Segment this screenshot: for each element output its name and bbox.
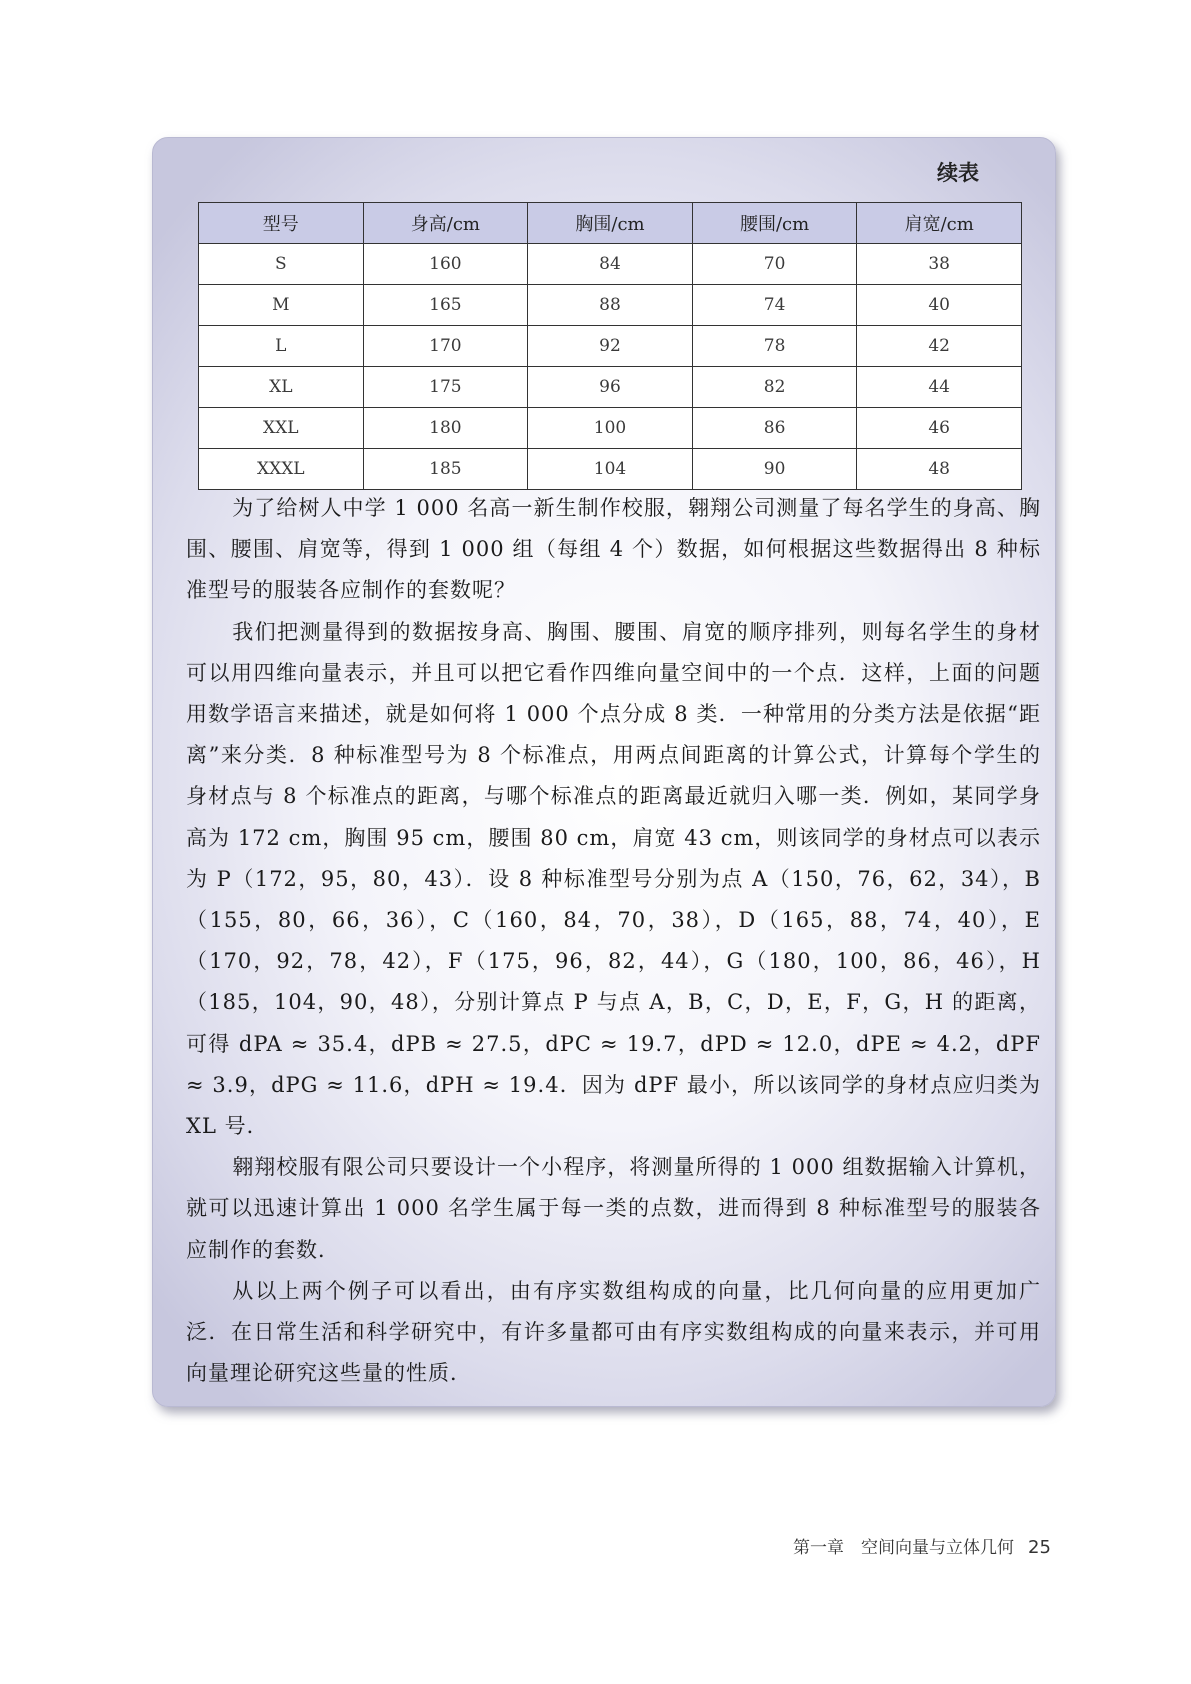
size-spec-table <box>198 202 1022 490</box>
header-waist: 腰围/cm <box>692 203 857 244</box>
table-cell: 46 <box>857 408 1022 449</box>
paragraph-intro: 为了给树人中学 1 000 名高一新生制作校服，翱翔公司测量了每名学生的身高、胸围、腰围、肩宽等，得到 1 000 组（每组 4 个）数据，如何根据这些数据得出 8 种标准型号的服装各应制作的套数呢？ <box>186 496 1041 603</box>
table-row <box>199 244 1022 285</box>
table-row <box>199 408 1022 449</box>
table-cell: 96 <box>528 367 693 408</box>
table-row <box>199 449 1022 490</box>
table-cell: 165 <box>363 285 528 326</box>
page-number: 25 <box>1028 1537 1051 1558</box>
table-cell: 74 <box>692 285 857 326</box>
table-cell: S <box>199 244 364 285</box>
table-continued-label: 续表 <box>937 161 979 185</box>
table-cell: 170 <box>363 326 528 367</box>
table-cell: XXXL <box>199 449 364 490</box>
table-cell: 78 <box>692 326 857 367</box>
table-row <box>199 367 1022 408</box>
table-cell: 160 <box>363 244 528 285</box>
header-size: 型号 <box>199 203 364 244</box>
header-shoulder: 肩宽/cm <box>857 203 1022 244</box>
paragraph-program: 翱翔校服有限公司只要设计一个小程序，将测量所得的 1 000 组数据输入计算机，就可以迅速计算出 1 000 名学生属于每一类的点数，进而得到 8 种标准型号的服装各应制作的套数． <box>186 1155 1041 1262</box>
table-cell: XXL <box>199 408 364 449</box>
table-cell: 180 <box>363 408 528 449</box>
table-cell: 84 <box>528 244 693 285</box>
table-row <box>199 285 1022 326</box>
table-cell: M <box>199 285 364 326</box>
paragraph-conclusion: 从以上两个例子可以看出，由有序实数组构成的向量，比几何向量的应用更加广泛．在日常生活和科学研究中，有许多量都可由有序实数组构成的向量来表示，并可用向量理论研究这些量的性质． <box>186 1278 1041 1386</box>
table-cell: 175 <box>363 367 528 408</box>
header-chest: 胸围/cm <box>528 203 693 244</box>
table-cell: 40 <box>857 285 1022 326</box>
paragraph-method: 我们把测量得到的数据按身高、胸围、腰围、肩宽的顺序排列，则每名学生的身材可以用四维向量表示，并且可以把它看作四维向量空间中的一个点．这样，上面的问题用数学语言来描述，就是如何将 1 000 个点分成 8 类．一种常用的分类方法是依据“距离”来分类．8 种标准型号为 8 个标准点，用两点间距离的计算公式，计算每个学生的身材点与 8 个标准点的距离，与哪个标准点的距离最近就归入哪一类．例如，某同学身高为 172 cm，胸围 95 cm，腰围 80 cm，肩宽 43 cm，则该同学的身材点可以表示为 P（172，95，80，43）．设 8 种标准型号分别为点 A（150，76，62，34），B（155，80，66，36），C（160，84，70，38），D（165，88，74，40），E（170，92，78，42），F（175，96，82，44），G（180，100，86，46），H（185，104，90，48），分别计算点 P 与点 A，B，C，D，E，F，G，H 的距离，可得 dPA ≈ 35.4，dPB ≈ 27.5，dPC ≈ 19.7，dPD ≈ 12.0，dPE ≈ 4.2，dPF ≈ 3.9，dPG ≈ 11.6，dPH ≈ 19.4．因为 dPF 最小，所以该同学的身材点应归类为 XL 号． <box>186 619 1041 1139</box>
table-cell: 185 <box>363 449 528 490</box>
table-cell: 70 <box>692 244 857 285</box>
table-cell: 88 <box>528 285 693 326</box>
table-cell: 82 <box>692 367 857 408</box>
table-cell: 44 <box>857 367 1022 408</box>
table-header-row <box>199 203 1022 244</box>
header-height: 身高/cm <box>363 203 528 244</box>
body-text <box>186 488 1041 1394</box>
table-cell: 48 <box>857 449 1022 490</box>
table-cell: XL <box>199 367 364 408</box>
table-cell: 90 <box>692 449 857 490</box>
page-footer <box>793 1533 1051 1558</box>
table-cell: 42 <box>857 326 1022 367</box>
table-cell: 86 <box>692 408 857 449</box>
table-row <box>199 326 1022 367</box>
table-cell: 104 <box>528 449 693 490</box>
table-cell: 92 <box>528 326 693 367</box>
table-cell: 100 <box>528 408 693 449</box>
table-cell: 38 <box>857 244 1022 285</box>
chapter-title: 第一章 空间向量与立体几何 <box>793 1538 1014 1558</box>
table-cell: L <box>199 326 364 367</box>
